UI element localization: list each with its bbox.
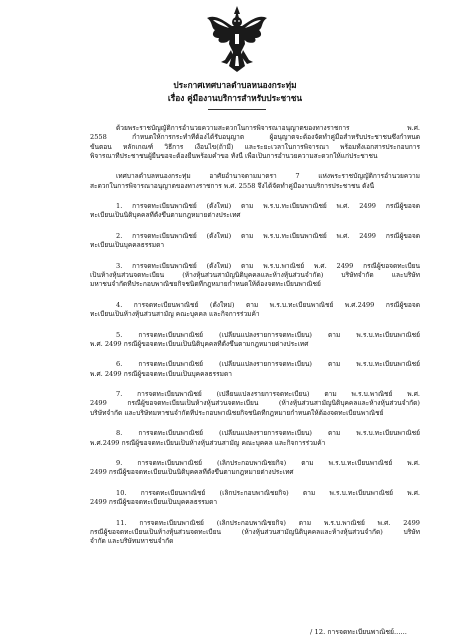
continuation-note: / 12. การจดทะเบียนพาณิชย์...... xyxy=(310,628,407,636)
paragraph-line: 8. การจดทะเบียนพาณิชย์ (เปลี่ยนแปลงรายการจดทะเบียน) ตาม พ.ร.บ.ทะเบียนพาณิชย์ xyxy=(116,429,420,438)
announcement-title: ประกาศเทศบาลตำบลหนองกระทุ่ม xyxy=(173,80,297,90)
paragraph-line: มหาชนจำกัดที่ประกอบพาณิชยกิจชนิดที่กฎหมายกำหนดให้ต้องจดทะเบียนพาณิชย์ xyxy=(90,280,321,289)
paragraph-line: กรณีผู้ขอจดทะเบียนเป็นห้างหุ้นส่วนจดทะเบียน (ห้างหุ้นส่วนสามัญนิติบุคคลและห้างหุ้นส่วนจำกัด) บริษัท xyxy=(90,527,420,536)
paragraph-line: สะดวกในการพิจารณาอนุญาตของทางราชการ พ.ศ. 2558 จึงได้จัดทำคู่มืองานบริการประชาชน ดังนี้ xyxy=(90,181,375,190)
paragraph-line: ขั้นตอน หลักเกณฑ์ วิธีการ เงื่อนไข(ถ้ามี) และระยะเวลาในการพิจารณา พร้อมทั้งเอกสารประกอบการ xyxy=(90,142,420,151)
paragraph-line: 2558 กำหนดให้การกระทำที่ต้องได้รับอนุญาต ผู้อนุญาตจะต้องจัดทำคู่มือสำหรับประชาชนซึ่งกำหนด xyxy=(90,133,420,142)
paragraph-line: 2499 กรณีผู้ขอจดทะเบียนเป็นบุคคลธรรมดา xyxy=(90,498,218,507)
paragraph-1 xyxy=(90,124,420,161)
paragraph-line: 1. การจดทะเบียนพาณิชย์ (ตั้งใหม่) ตาม พ.ร.บ.ทะเบียนพาณิชย์ พ.ศ. 2499 กรณีผู้ขอจด xyxy=(116,202,420,211)
title-underline xyxy=(208,109,266,110)
paragraph-line: ทะเบียนเป็นนิติบุคคลที่ตั้งขึ้นตามกฎหมายต่างประเทศ xyxy=(90,211,241,220)
paragraph-6 xyxy=(90,301,420,320)
paragraph-line: พิจารณาที่ประชาชนผู้ยื่นขอจะต้องยื่นพร้อมคำขอ ทั้งนี้ เพื่อเป็นการอำนวยความสะดวกให้แก่ประชาชน xyxy=(90,151,378,160)
paragraph-line: เป็นห้างหุ้นส่วนจดทะเบียน (ห้างหุ้นส่วนสามัญนิติบุคคลและห้างหุ้นส่วนจำกัด) บริษัทจำกัด และบริษัท xyxy=(90,271,420,280)
garuda-emblem-icon xyxy=(205,4,269,74)
paragraph-line: 2. การจดทะเบียนพาณิชย์ (ตั้งใหม่) ตาม พ.ร.บ.ทะเบียนพาณิชย์ พ.ศ. 2499 กรณีผู้ขอจด xyxy=(116,231,420,240)
paragraph-line: จำกัด และบริษัทมหาชนจำกัด xyxy=(90,537,174,546)
paragraph-10 xyxy=(90,429,420,448)
paragraph-2 xyxy=(90,172,420,191)
paragraph-5 xyxy=(90,262,420,290)
paragraph-line: ด้วยพระราชบัญญัติการอำนวยความสะดวกในการพิจารณาอนุญาตของทางราชการ พ.ศ. xyxy=(116,124,420,132)
paragraph-line: 9. การจดทะเบียนพาณิชย์ (เลิกประกอบพาณิชยกิจ) ตาม พ.ร.บ.ทะเบียนพาณิชย์ พ.ศ. xyxy=(116,459,420,467)
paragraph-line: 11. การจดทะเบียนพาณิชย์ (เลิกประกอบพาณิชยกิจ) ตาม พ.ร.บ.พาณิชย์ พ.ศ. 2499 xyxy=(116,518,420,527)
paragraph-9 xyxy=(90,390,420,418)
paragraph-line: 3. การจดทะเบียนพาณิชย์ (ตั้งใหม่) ตาม พ.ร.บ.พาณิชย์ พ.ศ. 2499 กรณีผู้ขอจดทะเบียน xyxy=(116,261,420,270)
document-body xyxy=(90,124,420,558)
paragraph-line: 4. การจดทะเบียนพาณิชย์ (ตั้งใหม่) ตาม พ.ร.บ.ทะเบียนพาณิชย์ พ.ศ.2499 กรณีผู้ขอจด xyxy=(116,300,420,309)
announcement-subject: เรื่อง คู่มืองานบริการสำหรับประชาชน xyxy=(167,93,303,103)
paragraph-line: บริษัทจำกัด และบริษัทมหาชนจำกัดที่ประกอบพาณิชยกิจชนิดที่กฎหมายกำหนดให้ต้องจดทะเบียนพาณิชย์ xyxy=(90,408,384,417)
paragraph-line: 2499 กรณีผู้ขอจดทะเบียนเป็นห้างหุ้นส่วนจดทะเบียน (ห้างหุ้นส่วนสามัญนิติบุคคลและห้างหุ้นส่วนจำกัด) xyxy=(90,399,420,408)
paragraph-line: 6. การจดทะเบียนพาณิชย์ (เปลี่ยนแปลงรายการจดทะเบียน) ตาม พ.ร.บ.ทะเบียนพาณิชย์ xyxy=(116,360,420,369)
paragraph-line: 5. การจดทะเบียนพาณิชย์ (เปลี่ยนแปลงรายการจดทะเบียน) ตาม พ.ร.บ.ทะเบียนพาณิชย์ xyxy=(116,330,420,339)
paragraph-line: ทะเบียนเป็นห้างหุ้นส่วนสามัญ คณะบุคคล และกิจการร่วมค้า xyxy=(90,310,260,319)
paragraph-11 xyxy=(90,459,420,478)
paragraph-8 xyxy=(90,360,420,379)
paragraph-line: 10. การจดทะเบียนพาณิชย์ (เลิกประกอบพาณิชยกิจ) ตาม พ.ร.บ.ทะเบียนพาณิชย์ พ.ศ. xyxy=(116,488,420,497)
paragraph-line: พ.ศ.2499 กรณีผู้ขอจดทะเบียนเป็นห้างหุ้นส่วนสามัญ คณะบุคคล และกิจการร่วมค้า xyxy=(90,438,326,447)
paragraph-line: ทะเบียนเป็นบุคคลธรรมดา xyxy=(90,241,165,250)
paragraph-12 xyxy=(90,489,420,508)
paragraph-13 xyxy=(90,519,420,547)
paragraph-7 xyxy=(90,331,420,350)
paragraph-line: พ.ศ. 2499 กรณีผู้ขอจดทะเบียนเป็นบุคคลธรรมดา xyxy=(90,369,232,378)
paragraph-line: 2499 กรณีผู้ขอจดทะเบียนเป็นนิติบุคคลที่ตั้งขึ้นตามกฎหมายต่างประเทศ xyxy=(90,468,294,477)
paragraph-line: 7. การจดทะเบียนพาณิชย์ (เปลี่ยนแปลงรายการจดทะเบียน) ตาม พ.ร.บ.พาณิชย์ พ.ศ. xyxy=(116,390,420,399)
paragraph-line: เทศบาลตำบลหนองกระทุ่ม อาศัยอำนาจตามมาตรา 7 แห่งพระราชบัญญัติการอำนวยความ xyxy=(116,172,420,181)
paragraph-4 xyxy=(90,232,420,251)
paragraph-3 xyxy=(90,202,420,221)
paragraph-line: พ.ศ. 2499 กรณีผู้ขอจดทะเบียนเป็นนิติบุคคลที่ตั้งขึ้นตามกฎหมายต่างประเทศ xyxy=(90,339,309,348)
